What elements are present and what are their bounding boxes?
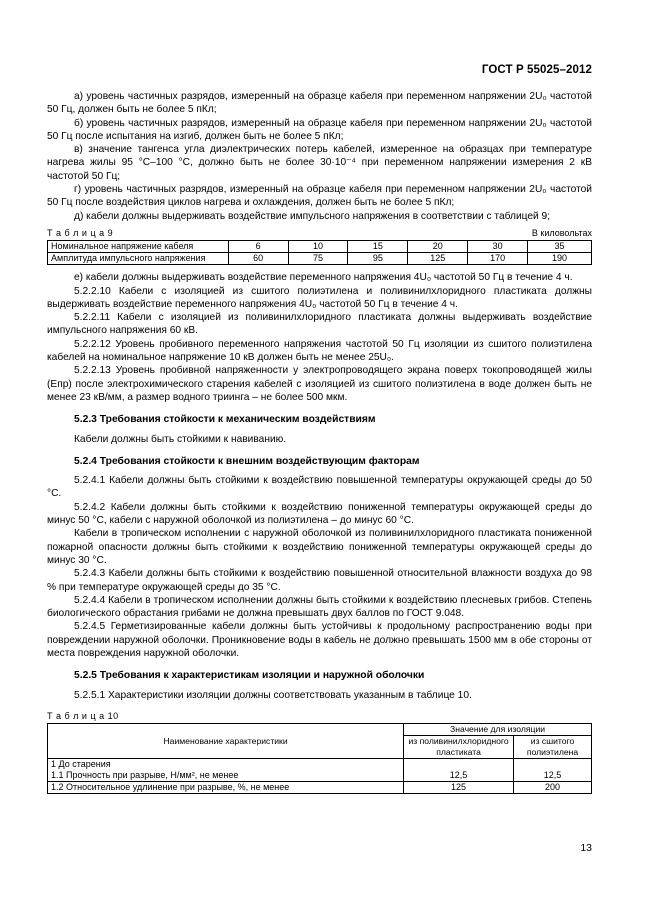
paragraph: 5.2.4.2 Кабели должны быть стойкими к воздействию пониженной температуры окружающей среды до минус 50 °С, кабели с наружной оболочкой из полиэтилена – до минус 60 °С. <box>47 501 592 527</box>
table10-head-col2: из сшитого полиэтилена <box>514 736 592 759</box>
table-row-label: Амплитуда импульсного напряжения <box>48 253 229 265</box>
table9-caption: Т а б л и ц а 9 <box>47 227 114 238</box>
paragraph: 5.2.4.1 Кабели должны быть стойкими к воздействию повышенной температуры окружающей среды до 50 °С. <box>47 475 592 500</box>
paragraph: 5.2.4.5 Герметизированные кабели должны быть устойчивы к продольному распространению воды при повреждении наружной оболочки. Проникновение воды в кабель не должно превышать 1500 мм в обе стороны от места повреждения наружной оболочки. <box>47 621 592 659</box>
paragraph: Кабели в тропическом исполнении с наружной оболочкой из поливинилхлоридного пластиката пониженной пожарной опасности должны быть стойкими к воздействию пониженной температуры окружающей среды до минус 30 °С. <box>47 528 592 566</box>
table-cell: 75 <box>288 253 348 265</box>
standard-header: ГОСТ Р 55025–2012 <box>481 64 592 76</box>
table-cell: 170 <box>468 253 528 265</box>
table10-row1-line1: 1 До старения <box>51 759 111 770</box>
paragraph-5251: 5.2.5.1 Характеристики изоляции должны соответствовать указанным в таблице 10. <box>74 689 472 701</box>
paragraph: г) уровень частичных разрядов, измеренный на образце кабеля при переменном напряжении 2U₀ частотой 50 Гц после воздействия циклов нагрева и охлаждения, должен быть не более 5 пКл; <box>47 184 592 209</box>
section-heading-523: 5.2.3 Требования стойкости к механическим воздействиям <box>74 414 376 426</box>
paragraph: 5.2.4.4 Кабели в тропическом исполнении должны быть стойкими к воздействию плесневых грибов. Степень биологического обрастания грибами не должна превышать двух баллов по ГОСТ 9.048. <box>47 594 592 620</box>
paragraph: 5.2.2.10 Кабели с изоляцией из сшитого полиэтилена и поливинилхлоридного пластиката должны выдерживать воздействие переменного напряжения 4U₀ частотой 50 Гц в течение 4 ч. <box>47 285 592 310</box>
table10-head-group: Значение для изоляции <box>404 724 592 736</box>
table-cell: 1.2 Относительное удлинение при разрыве, %, не менее <box>48 782 404 794</box>
table10-caption-row <box>47 710 592 723</box>
paragraphs-group-c <box>47 474 592 660</box>
section-heading-524: 5.2.4 Требования стойкости к внешним воздействующим факторам <box>74 455 420 467</box>
table-cell <box>48 759 404 782</box>
paragraph: в) значение тангенса угла диэлектрических потерь кабелей, измеренное на образцах при температуре нагрева жилы 95 °С–100 °С, должно быть не более 30·10⁻⁴ при переменном напряжении измерения 2 кВ частотой 50 Гц; <box>47 144 592 182</box>
table-cell: 12,5 <box>404 759 514 782</box>
paragraph: б) уровень частичных разрядов, измеренный на образце кабеля при переменном напряжении 2U₀ частотой 50 Гц после испытания на изгиб, должен быть не более 5 пКл; <box>47 117 592 142</box>
table-row <box>48 782 592 794</box>
table-cell: 30 <box>468 241 528 253</box>
section-heading-525: 5.2.5 Требования к характеристикам изоляции и наружной оболочки <box>74 670 425 682</box>
table-cell: 10 <box>288 241 348 253</box>
table-cell: 125 <box>404 782 514 794</box>
table-cell: 190 <box>528 253 592 265</box>
table-cell: 125 <box>408 253 468 265</box>
paragraph: е) кабели должны выдерживать воздействие переменного напряжения 4U₀ частотой 50 Гц в течение 4 ч. <box>74 272 573 284</box>
table10-head-name: Наименование характеристики <box>48 724 404 759</box>
paragraph: 5.2.2.11 Кабели с изоляцией из поливинилхлоридного пластиката должны выдерживать воздействие импульсного напряжения 60 кВ. <box>47 312 592 337</box>
table-cell: 95 <box>348 253 408 265</box>
table10-row1-line2: 1.1 Прочность при разрыве, Н/мм², не менее <box>51 770 239 781</box>
table-cell: 6 <box>228 241 288 253</box>
paragraph: 5.2.2.12 Уровень пробивного переменного напряжения частотой 50 Гц изоляции из сшитого полиэтилена кабелей на номинальное напряжение 10 кВ должен быть не менее 25U₀. <box>47 338 592 364</box>
table9-caption-row <box>47 227 592 240</box>
table-10 <box>47 723 592 794</box>
table-row <box>48 759 592 782</box>
table-row <box>48 241 592 253</box>
table-9 <box>47 240 592 265</box>
paragraph-523: Кабели должны быть стойкими к навиванию. <box>74 433 287 445</box>
paragraph: а) уровень частичных разрядов, измеренный на образце кабеля при переменном напряжении 2U₀ частотой 50 Гц, должен быть не более 5 пКл; <box>47 91 592 116</box>
paragraph: 5.2.2.13 Уровень пробивной напряженности у электропроводящего экрана поверх токопроводящей жилы (Eпр) после электрохимического старения кабелей с изоляцией из сшитого полиэтилена в воде должен быть не менее 23 кВ/мм, а размер водного триинга – не более 500 мкм. <box>47 365 592 403</box>
table9-unit: В киловольтах <box>531 227 592 238</box>
paragraph: 5.2.4.3 Кабели должны быть стойкими к воздействию повышенной относительной влажности воздуха до 98 % при температуре окружающей среды до 35 °С. <box>47 568 592 593</box>
table-cell: 15 <box>348 241 408 253</box>
table-cell: 60 <box>228 253 288 265</box>
paragraph: д) кабели должны выдерживать воздействие импульсного напряжения в соответствии с таблицей 9; <box>74 210 551 222</box>
document-page <box>47 0 592 913</box>
table10-caption: Т а б л и ц а 10 <box>47 710 119 721</box>
table-row <box>48 253 592 265</box>
table-row-label: Номинальное напряжение кабеля <box>48 241 229 253</box>
paragraphs-group-a <box>47 90 592 223</box>
page-number: 13 <box>580 842 592 854</box>
table-cell: 200 <box>514 782 592 794</box>
table-cell: 20 <box>408 241 468 253</box>
table10-head-col1: из поливинилхлоридного пластиката <box>404 736 514 759</box>
paragraphs-group-b <box>47 271 592 404</box>
table-cell: 12,5 <box>514 759 592 782</box>
document-body <box>47 90 592 794</box>
table-cell: 35 <box>528 241 592 253</box>
